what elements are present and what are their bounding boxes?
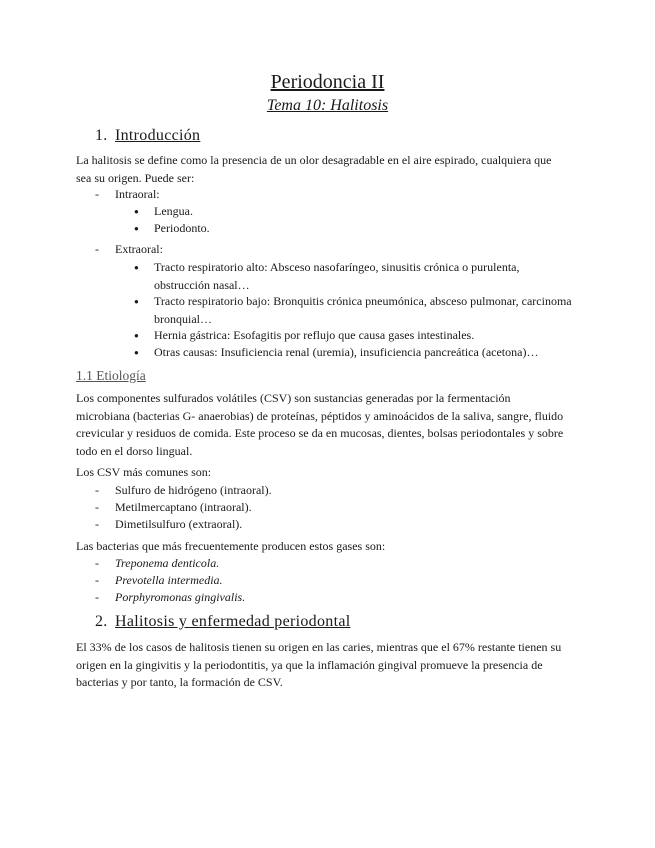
list-item: - Dimetilsulfuro (extraoral). (95, 516, 242, 534)
bullet-icon: ● (134, 348, 139, 357)
csv-intro: Los CSV más comunes son: (76, 465, 212, 479)
bullet-icon: ● (134, 207, 139, 216)
page-title: Periodoncia II (270, 71, 385, 93)
bullet-icon: ● (134, 331, 139, 340)
section-1-1-heading: 1.1 Etiología (76, 368, 146, 383)
section-1-number: 1. (95, 127, 108, 144)
bullet-icon: ● (134, 224, 139, 233)
dash-marker: - (95, 590, 99, 604)
list-item: - Porphyromonas gingivalis. (95, 589, 245, 607)
bullet-icon: ● (134, 263, 139, 272)
dash-marker: - (95, 573, 99, 587)
intraoral-label: Intraoral: (115, 187, 160, 201)
section-2-number: 2. (95, 613, 108, 630)
list-item: ● Tracto respiratorio alto: Absceso nasofaríngeo, sinusitis crónica o purulenta, obstrucción nasal… (134, 260, 520, 292)
list-item: - Metilmercaptano (intraoral). (95, 499, 252, 517)
section-2-paragraph: El 33% de los casos de halitosis tienen su origen en las caries, mientras que el 67% restante tienen su origen en la gingivitis y la periodontitis, ya que la inflamación gingival promueve la presencia de bacterias y por tanto, la formación de CSV. (76, 640, 562, 689)
section-2-heading (95, 612, 350, 632)
list-item: ● Hernia gástrica: Esofagitis por reflujo que causa gases intestinales. (134, 327, 574, 345)
intro-paragraph: La halitosis se define como la presencia de un olor desagradable en el aire espirado, cualquiera que sea su origen. Puede ser: (76, 153, 552, 185)
bullet-icon: ● (134, 297, 139, 306)
list-item: ● Otras causas: Insuficiencia renal (uremia), insuficiencia pancreática (acetona)… (134, 344, 574, 362)
section-2-title: Halitosis y enfermedad periodontal (115, 613, 351, 630)
intraoral-item (95, 186, 160, 204)
list-item: ● Lengua. (134, 203, 574, 221)
dash-marker: - (95, 556, 99, 570)
list-item: - Prevotella intermedia. (95, 572, 223, 590)
dash-marker: - (95, 483, 99, 497)
list-item: ● Tracto respiratorio bajo: Bronquitis crónica pneumónica, absceso pulmonar, carcinoma bronquial… (134, 294, 572, 326)
extraoral-label: Extraoral: (115, 242, 163, 256)
bacteria-intro: Las bacterias que más frecuentemente producen estos gases son: (76, 539, 386, 553)
section-1-heading (95, 126, 200, 146)
list-item: - Treponema denticola. (95, 555, 219, 573)
list-item: ● Periodonto. (134, 220, 574, 238)
dash-marker: - (95, 500, 99, 514)
section-1-title: Introducción (115, 127, 201, 144)
dash-marker: - (95, 187, 99, 201)
dash-marker: - (95, 517, 99, 531)
dash-marker: - (95, 242, 99, 256)
etiology-paragraph: Los componentes sulfurados volátiles (CSV) son sustancias generadas por la fermentación microbiana (bacterias G- anaerobias) de proteínas, péptidos y aminoácidos de la saliva, sangre, fluido crevicular y residuos de comida. Este proceso se da en mucosas, dientes, bolsas periodontales y sobre todo en el dorso lingual. (76, 391, 564, 458)
extraoral-item (95, 241, 163, 259)
page-subtitle: Tema 10: Halitosis (266, 97, 389, 114)
list-item: - Sulfuro de hidrógeno (intraoral). (95, 482, 272, 500)
